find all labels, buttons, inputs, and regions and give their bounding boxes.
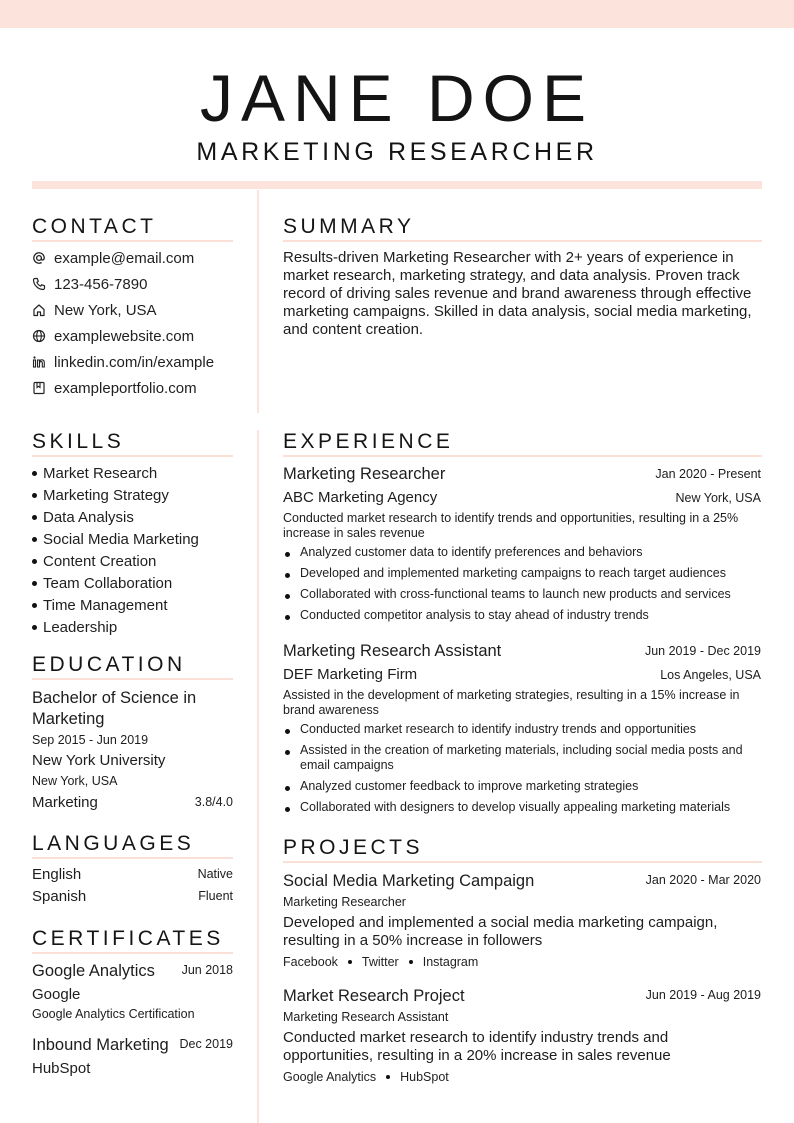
job-bullet: Conducted competitor analysis to stay ahead of industry trends (283, 608, 763, 623)
home-icon (32, 303, 46, 317)
skill-label: Team Collaboration (43, 575, 173, 592)
project-tags (283, 1069, 449, 1085)
contact-website[interactable] (32, 326, 194, 346)
job-company: DEF Marketing Firm (283, 666, 418, 683)
tag-separator-dot (409, 960, 413, 964)
education-degree: Bachelor of Science in Marketing (32, 689, 197, 728)
candidate-role: MARKETING RESEARCHER (196, 138, 598, 166)
job-bullet: Analyzed customer feedback to improve marketing strategies (283, 779, 763, 794)
project-dates: Jan 2020 - Mar 2020 (645, 873, 761, 887)
job-location: Los Angeles, USA (660, 668, 761, 682)
skill-label: Market Research (43, 465, 158, 482)
summary-heading: SUMMARY (283, 214, 762, 242)
job-title: Marketing Researcher (283, 465, 446, 483)
project-description: Conducted market research to identify industry trends and opportunities, resulting in a 20% increase in sales revenue (283, 1029, 671, 1064)
languages-heading: LANGUAGES (32, 831, 233, 859)
skill-label: Social Media Marketing (43, 531, 199, 548)
contact-heading: CONTACT (32, 214, 233, 242)
contact-location-text: New York, USA (54, 301, 157, 319)
job-dates: Jan 2020 - Present (655, 467, 761, 481)
contact-phone-text: 123-456-7890 (54, 275, 148, 293)
language-name: English (32, 866, 82, 883)
certificate-date: Jun 2018 (181, 963, 233, 977)
tag-separator-dot (348, 960, 352, 964)
bullet-dot (32, 581, 37, 586)
at-icon (32, 251, 46, 265)
project-role: Marketing Research Assistant (283, 1010, 449, 1024)
job-bullet: Assisted in the creation of marketing materials, including social media posts and email campaigns (283, 743, 763, 773)
contact-linkedin-text: linkedin.com/in/example (54, 353, 215, 371)
project-tag: Instagram (422, 955, 479, 969)
language-level: Fluent (198, 889, 233, 903)
skill-label: Data Analysis (43, 509, 134, 526)
skill-label: Leadership (43, 619, 118, 636)
job-company: ABC Marketing Agency (283, 489, 438, 506)
education-dates: Sep 2015 - Jun 2019 (32, 733, 149, 747)
project-tag: Facebook (283, 955, 338, 969)
header-divider (32, 181, 762, 189)
skills-heading: SKILLS (32, 429, 233, 457)
education-heading: EDUCATION (32, 652, 233, 680)
contact-linkedin[interactable] (32, 352, 214, 372)
experience-heading: EXPERIENCE (283, 429, 762, 457)
bullet-dot (32, 493, 37, 498)
job-bullet: Collaborated with cross-functional teams to launch new products and services (283, 587, 763, 602)
bullet-dot (32, 471, 37, 476)
skill-item (32, 574, 172, 594)
certificate-name: Google Analytics (32, 962, 155, 980)
certificate-name: Inbound Marketing (32, 1036, 169, 1054)
contact-email-text: example@email.com (54, 249, 195, 267)
column-divider-top (257, 190, 259, 413)
education-gpa: 3.8/4.0 (194, 795, 233, 809)
summary-text: Results-driven Marketing Researcher with 2+ years of experience in market research, marketing strategy, and data analysis. Proven track record of driving sales revenue and brand awareness through effective marketing campaigns. Skilled in data analysis, social media marketing, and content creation. (283, 249, 752, 338)
job-bullet: Collaborated with designers to develop visually appealing marketing materials (283, 800, 763, 815)
globe-icon (32, 329, 46, 343)
project-title: Market Research Project (283, 987, 465, 1005)
project-title: Social Media Marketing Campaign (283, 872, 535, 890)
portfolio-icon (32, 381, 46, 395)
contact-portfolio-text: exampleportfolio.com (54, 379, 197, 397)
bullet-dot (32, 559, 37, 564)
language-level: Native (197, 867, 233, 881)
skill-item (32, 596, 168, 616)
project-tags (283, 954, 478, 970)
projects-heading: PROJECTS (283, 835, 762, 863)
skill-label: Content Creation (43, 553, 157, 570)
project-tag: Google Analytics (283, 1070, 377, 1084)
skill-label: Time Management (43, 597, 168, 614)
linkedin-icon (32, 355, 46, 369)
job-bullet-list (283, 722, 763, 821)
skill-item (32, 618, 117, 638)
certificates-heading: CERTIFICATES (32, 926, 233, 954)
job-bullet: Analyzed customer data to identify preferences and behaviors (283, 545, 763, 560)
skill-label: Marketing Strategy (43, 487, 169, 504)
phone-icon (32, 277, 46, 291)
job-title: Marketing Research Assistant (283, 642, 502, 660)
education-field: Marketing (32, 794, 98, 811)
bullet-dot (32, 625, 37, 630)
project-tag: Twitter (361, 955, 399, 969)
project-dates: Jun 2019 - Aug 2019 (645, 988, 761, 1002)
contact-portfolio[interactable] (32, 378, 197, 398)
job-bullet: Developed and implemented marketing campaigns to reach target audiences (283, 566, 763, 581)
contact-email[interactable] (32, 248, 194, 268)
job-bullet-list (283, 545, 763, 629)
contact-phone[interactable] (32, 274, 147, 294)
certificate-date: Dec 2019 (179, 1037, 233, 1051)
job-bullet: Conducted market research to identify industry trends and opportunities (283, 722, 763, 737)
certificate-detail: Google Analytics Certification (32, 1007, 195, 1021)
contact-website-text: examplewebsite.com (54, 327, 195, 345)
education-school: New York University (32, 752, 166, 769)
bullet-dot (32, 537, 37, 542)
job-description: Conducted market research to identify trends and opportunities, resulting in a 25% increase in sales revenue (283, 511, 739, 540)
tag-separator-dot (386, 1075, 390, 1079)
certificate-issuer: Google (32, 986, 81, 1003)
skill-item (32, 552, 156, 572)
contact-location (32, 300, 157, 320)
job-dates: Jun 2019 - Dec 2019 (644, 644, 761, 658)
skill-item (32, 530, 199, 550)
job-description: Assisted in the development of marketing strategies, resulting in a 15% increase in brand awareness (283, 688, 740, 717)
education-location: New York, USA (32, 774, 118, 788)
bullet-dot (32, 603, 37, 608)
project-role: Marketing Researcher (283, 895, 406, 909)
certificate-issuer: HubSpot (32, 1060, 91, 1077)
skill-item (32, 508, 134, 528)
top-accent-band (0, 0, 794, 28)
project-description: Developed and implemented a social media marketing campaign, resulting in a 50% increase in followers (283, 914, 718, 949)
candidate-name: JANE DOE (199, 61, 595, 135)
skill-item (32, 486, 169, 506)
language-name: Spanish (32, 888, 87, 905)
project-tag: HubSpot (400, 1070, 449, 1084)
job-location: New York, USA (675, 491, 761, 505)
column-divider-bottom (257, 430, 259, 1123)
bullet-dot (32, 515, 37, 520)
skill-item (32, 464, 157, 484)
